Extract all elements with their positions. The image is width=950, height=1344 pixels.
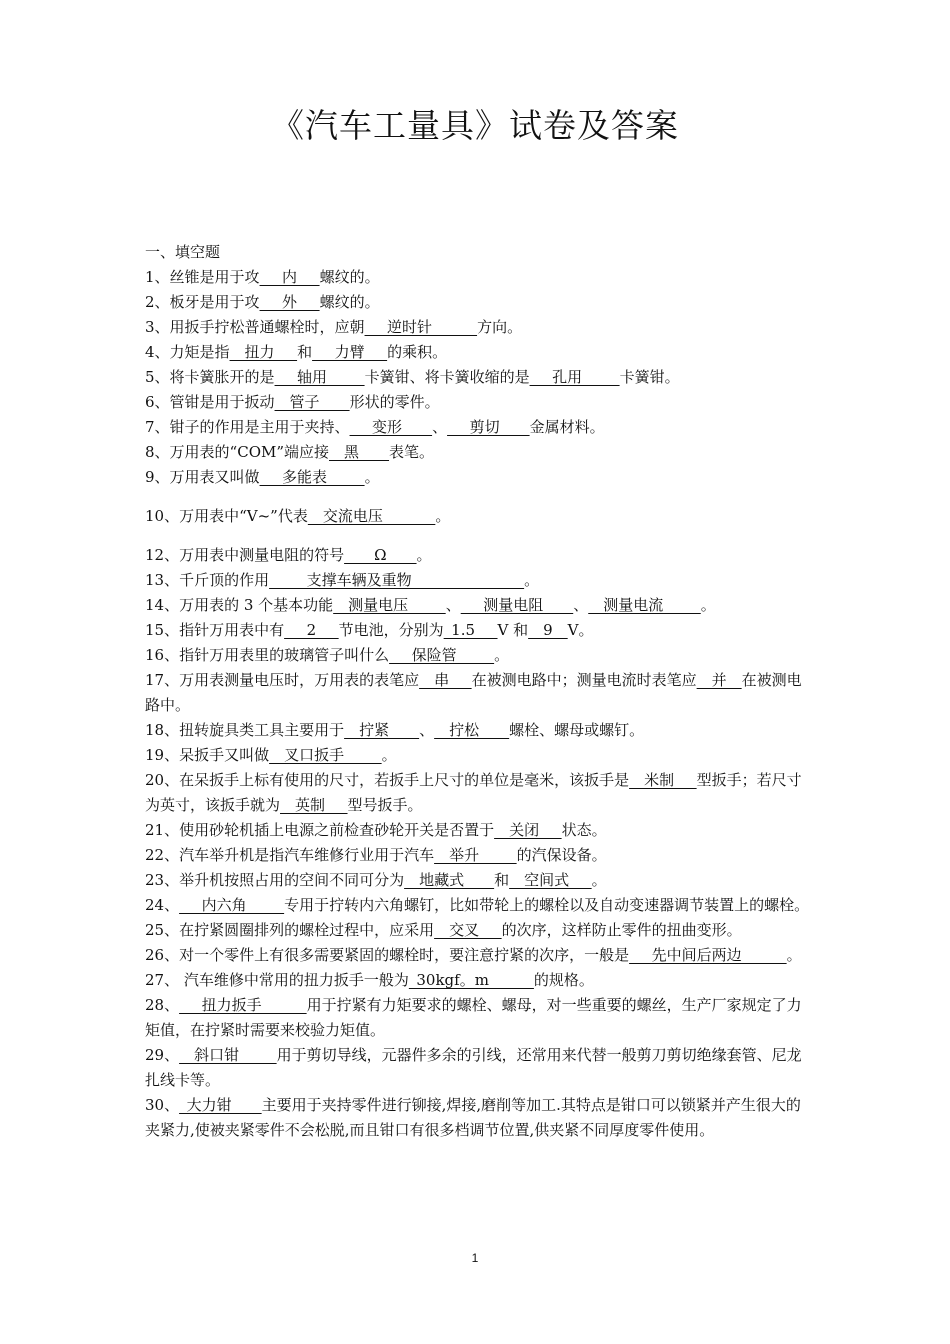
question-text: 。 <box>364 468 380 486</box>
question-text: 7、钳子的作用是主用于夹持、 <box>145 418 350 436</box>
question-6 <box>145 390 810 415</box>
question-text: 10、万用表中“V~”代表 <box>145 507 308 525</box>
question-text: 、 <box>573 596 589 614</box>
question-9 <box>145 465 810 490</box>
question-text: 15、指针万用表中有 <box>145 621 285 639</box>
question-text: 14、万用表的 3 个基本功能 <box>145 596 334 614</box>
answer-blank: 交叉 <box>434 921 502 939</box>
question-24 <box>145 893 810 918</box>
answer-blank: Ω <box>344 546 417 564</box>
question-30 <box>145 1093 810 1143</box>
question-13 <box>145 568 810 593</box>
answer-blank: 多能表 <box>259 468 365 486</box>
question-text: 和 <box>494 871 510 889</box>
question-28 <box>145 993 810 1043</box>
question-17 <box>145 668 810 718</box>
question-20 <box>145 768 810 818</box>
question-text: 、 <box>432 418 448 436</box>
question-15 <box>145 618 810 643</box>
question-text: 30、 <box>145 1096 180 1114</box>
question-text: V。 <box>567 621 594 639</box>
answer-blank: 外 <box>259 293 320 311</box>
answer-blank: 拧松 <box>434 721 510 739</box>
question-text: 表笔。 <box>389 443 435 461</box>
question-text: 18、扭转旋具类工具主要用于 <box>145 721 345 739</box>
question-8 <box>145 440 810 465</box>
question-29 <box>145 1043 810 1093</box>
question-text: 28、 <box>145 996 180 1014</box>
question-text: 型号扳手。 <box>347 796 423 814</box>
section-heading: 一、填空题 <box>145 243 221 261</box>
exam-body <box>145 240 810 1143</box>
question-text: 4、力矩是指 <box>145 343 230 361</box>
question-text: 19、呆扳手又叫做 <box>145 746 270 764</box>
question-12 <box>145 543 810 568</box>
question-text: 状态。 <box>561 821 607 839</box>
question-23 <box>145 868 810 893</box>
answer-blank: 30kgf。m <box>408 971 534 989</box>
answer-blank: 交流电压 <box>307 507 436 525</box>
answer-blank: 黑 <box>329 443 390 461</box>
question-21 <box>145 818 810 843</box>
question-text: 。 <box>700 596 716 614</box>
question-text: 专用于拧转内六角螺钉，比如带轮上的螺栓以及自动变速器调节装置上的螺栓。 <box>284 896 810 914</box>
answer-blank: 轴用 <box>274 368 365 386</box>
answer-blank: 空间式 <box>509 871 592 889</box>
question-text: 6、管钳是用于扳动 <box>145 393 275 411</box>
answer-blank: 逆时针 <box>364 318 478 336</box>
question-text: 13、千斤顶的作用 <box>145 571 270 589</box>
question-text: 型扳手；若尺寸为英寸，该扳手就为 <box>145 771 802 814</box>
question-7 <box>145 415 810 440</box>
question-text: 的次序，这样防止零件的扭曲变形。 <box>501 921 742 939</box>
question-text: 螺纹的。 <box>319 268 380 286</box>
document-title: 《汽车工量具》试卷及答案 <box>271 106 679 145</box>
question-text: 29、 <box>145 1046 180 1064</box>
question-text: 。 <box>494 646 510 664</box>
question-text: 2、板牙是用于攻 <box>145 293 260 311</box>
answer-blank: 内六角 <box>179 896 285 914</box>
question-26 <box>145 943 810 968</box>
page-number: 1 <box>471 1251 479 1265</box>
answer-blank: 2 <box>284 621 339 639</box>
question-text: 3、用扳手拧松普通螺栓时，应朝 <box>145 318 365 336</box>
question-text: 、 <box>445 596 461 614</box>
question-text: 。 <box>591 871 607 889</box>
question-text: V 和 <box>497 621 529 639</box>
question-text: 的规格。 <box>533 971 594 989</box>
question-text: 卡簧钳、将卡簧收缩的是 <box>364 368 530 386</box>
answer-blank: 举升 <box>434 846 517 864</box>
answer-blank: 斜口钳 <box>179 1046 277 1064</box>
question-19 <box>145 743 810 768</box>
question-text: 节电池，分别为 <box>338 621 444 639</box>
answer-blank: 扭力扳手 <box>179 996 307 1014</box>
question-text: 方向。 <box>477 318 523 336</box>
question-text: 25、在拧紧圆圈排列的螺栓过程中，应采用 <box>145 921 435 939</box>
question-10 <box>145 504 810 529</box>
question-4 <box>145 340 810 365</box>
question-text: 22、汽车举升机是指汽车维修行业用于汽车 <box>145 846 435 864</box>
question-text: 5、将卡簧胀开的是 <box>145 368 275 386</box>
answer-blank: 先中间后两边 <box>629 946 787 964</box>
question-text: 用于拧紧有力矩要求的螺栓、螺母，对一些重要的螺丝，生产厂家规定了力矩值，在拧紧时需要来校验力矩值。 <box>145 996 802 1039</box>
question-25 <box>145 918 810 943</box>
question-2 <box>145 290 810 315</box>
question-text: 1、丝锥是用于攻 <box>145 268 260 286</box>
question-text: 。 <box>786 946 802 964</box>
question-text: 用于剪切导线，元器件多余的引线，还常用来代替一般剪刀剪切绝缘套管、尼龙扎线卡等。 <box>145 1046 802 1089</box>
question-16 <box>145 643 810 668</box>
question-text: 、 <box>419 721 435 739</box>
question-text: 27、 汽车维修中常用的扭力扳手一般为 <box>145 971 409 989</box>
question-text: 和 <box>297 343 313 361</box>
question-text: 的汽保设备。 <box>516 846 607 864</box>
question-text: 24、 <box>145 896 180 914</box>
question-text: 形状的零件。 <box>349 393 440 411</box>
question-text: 的乘积。 <box>387 343 448 361</box>
answer-blank: 地藏式 <box>404 871 495 889</box>
answer-blank: 并 <box>696 671 742 689</box>
question-3 <box>145 315 810 340</box>
question-14 <box>145 593 810 618</box>
answer-blank: 剪切 <box>447 418 530 436</box>
answer-blank: 内 <box>259 268 320 286</box>
question-text: 21、使用砂轮机插上电源之前检查砂轮开关是否置于 <box>145 821 495 839</box>
question-18 <box>145 718 810 743</box>
question-text: 在被测电路中。 <box>145 671 802 714</box>
answer-blank: 米制 <box>629 771 697 789</box>
question-5 <box>145 365 810 390</box>
answer-blank: 力臂 <box>312 343 388 361</box>
question-text: 主要用于夹持零件进行铆接,焊接,磨削等加工.其特点是钳口可以锁紧并产生很大的夹紧力,使被夹紧零件不会松脱,而且钳口有很多档调节位置,供夹紧不同厚度零件使用。 <box>145 1096 801 1139</box>
answer-blank: 叉口扳手 <box>269 746 382 764</box>
answer-blank: 测量电压 <box>333 596 446 614</box>
question-text: 17、万用表测量电压时，万用表的表笔应 <box>145 671 420 689</box>
question-text: 16、指针万用表里的玻璃管子叫什么 <box>145 646 390 664</box>
question-text: 26、对一个零件上有很多需要紧固的螺栓时，要注意拧紧的次序，一般是 <box>145 946 630 964</box>
question-text: 金属材料。 <box>529 418 605 436</box>
answer-blank: 测量电阻 <box>460 596 574 614</box>
answer-blank: 英制 <box>280 796 348 814</box>
answer-blank: 变形 <box>349 418 433 436</box>
answer-blank: 关闭 <box>494 821 562 839</box>
answer-blank: 1.5 <box>443 621 498 639</box>
answer-blank: 扭力 <box>229 343 298 361</box>
question-22 <box>145 843 810 868</box>
question-27 <box>145 968 810 993</box>
question-text: 螺纹的。 <box>319 293 380 311</box>
question-text: 螺栓、螺母或螺钉。 <box>509 721 645 739</box>
answer-blank: 管子 <box>274 393 350 411</box>
answer-blank: 9 <box>528 621 568 639</box>
answer-blank: 支撑车辆及重物 <box>269 571 525 589</box>
answer-blank: 保险管 <box>389 646 495 664</box>
question-text: 在被测电路中；测量电流时表笔应 <box>471 671 697 689</box>
question-text: 。 <box>381 746 397 764</box>
answer-blank: 串 <box>419 671 472 689</box>
answer-blank: 大力钳 <box>179 1096 262 1114</box>
answer-blank: 孔用 <box>529 368 620 386</box>
answer-blank: 拧紧 <box>344 721 420 739</box>
question-text: 。 <box>435 507 451 525</box>
question-text: 卡簧钳。 <box>619 368 680 386</box>
question-text: 9、万用表又叫做 <box>145 468 260 486</box>
question-text: 。 <box>416 546 432 564</box>
question-text: 8、万用表的“COM”端应接 <box>145 443 330 461</box>
question-text: 12、万用表中测量电阻的符号 <box>145 546 345 564</box>
question-1 <box>145 265 810 290</box>
question-text: 。 <box>524 571 540 589</box>
question-text: 20、在呆扳手上标有使用的尺寸，若扳手上尺寸的单位是毫米，该扳手是 <box>145 771 630 789</box>
answer-blank: 测量电流 <box>588 596 701 614</box>
question-text: 23、举升机按照占用的空间不同可分为 <box>145 871 405 889</box>
